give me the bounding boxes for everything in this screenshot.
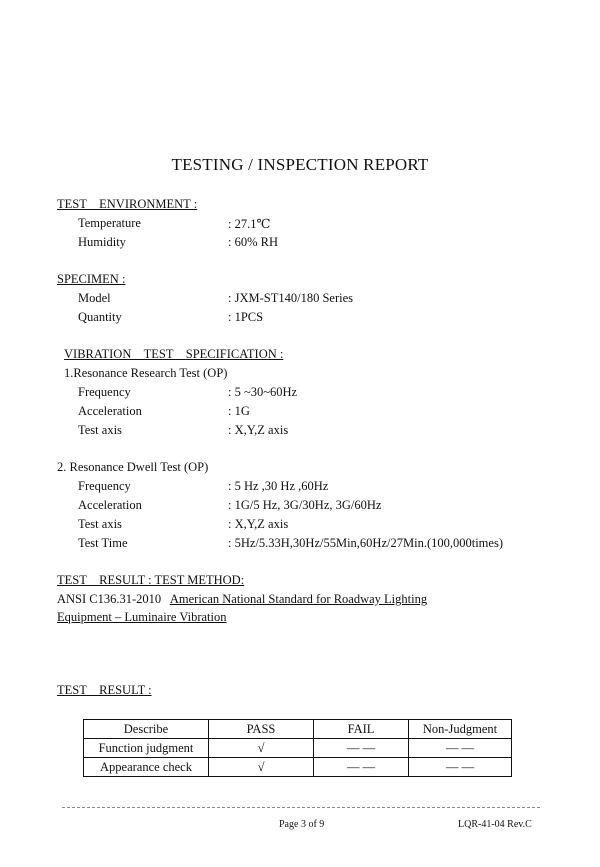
table-cell-pass: √	[209, 739, 314, 758]
specimen-heading: SPECIMEN :	[57, 272, 126, 286]
table-cell-non-judgment: — —	[409, 758, 512, 777]
test1-frequency-value: : 5 ~30~60Hz	[228, 385, 298, 399]
test1-frequency-label: Frequency	[78, 385, 131, 399]
specimen-row-quantity	[78, 310, 598, 328]
table-cell-describe: Appearance check	[84, 758, 209, 777]
test2-row-frequency	[78, 479, 598, 497]
model-label: Model	[78, 291, 111, 305]
test1-row-frequency	[78, 385, 598, 403]
test1-axis-value: : X,Y,Z axis	[228, 423, 289, 437]
test2-row-time	[78, 536, 598, 554]
test1-acceleration-label: Acceleration	[78, 404, 142, 418]
table-row	[84, 739, 512, 758]
footer-divider	[62, 807, 540, 808]
table-cell-pass: √	[209, 758, 314, 777]
document-code: LQR-41-04 Rev.C	[458, 819, 532, 830]
table-header-describe: Describe	[84, 720, 209, 739]
table-header-non-judgment: Non-Judgment	[409, 720, 512, 739]
table-row	[84, 758, 512, 777]
table-cell-describe: Function judgment	[84, 739, 209, 758]
page-number: Page 3 of 9	[279, 819, 325, 830]
table-cell-fail: — —	[314, 758, 409, 777]
humidity-label: Humidity	[78, 235, 126, 249]
test2-acceleration-value: : 1G/5 Hz, 3G/30Hz, 3G/60Hz	[228, 498, 382, 512]
temperature-value: : 27.1℃	[228, 217, 271, 231]
table-header-row	[84, 720, 512, 739]
test2-title: 2. Resonance Dwell Test (OP)	[57, 460, 209, 474]
method-heading: TEST RESULT : TEST METHOD:	[57, 573, 245, 587]
standard-title-2: Equipment – Luminaire Vibration	[57, 610, 227, 624]
specimen-row-model	[78, 291, 598, 309]
test2-time-label: Test Time	[78, 536, 128, 550]
environment-row-humidity	[78, 235, 598, 253]
test1-axis-label: Test axis	[78, 423, 122, 437]
environment-heading: TEST ENVIRONMENT :	[57, 197, 198, 211]
test1-row-acceleration	[78, 404, 598, 422]
test2-row-axis	[78, 517, 598, 535]
quantity-value: : 1PCS	[228, 310, 264, 324]
test2-row-acceleration	[78, 498, 598, 516]
quantity-label: Quantity	[78, 310, 122, 324]
environment-row-temperature	[78, 216, 598, 234]
standard-code: ANSI C136.31-2010	[57, 592, 162, 606]
standard-line-1	[57, 592, 427, 607]
result-heading: TEST RESULT :	[57, 683, 152, 697]
humidity-value: : 60% RH	[228, 235, 278, 249]
test2-acceleration-label: Acceleration	[78, 498, 142, 512]
table-cell-fail: — —	[314, 739, 409, 758]
test2-time-value: : 5Hz/5.33H,30Hz/55Min,60Hz/27Min.(100,000times)	[228, 536, 503, 550]
test2-axis-label: Test axis	[78, 517, 122, 531]
standard-title-1: American National Standard for Roadway Lighting	[169, 592, 428, 606]
test2-axis-value: : X,Y,Z axis	[228, 517, 289, 531]
result-table	[83, 719, 512, 777]
table-header-fail: FAIL	[314, 720, 409, 739]
test2-frequency-label: Frequency	[78, 479, 131, 493]
test1-title: 1.Resonance Research Test (OP)	[64, 366, 228, 380]
table-header-pass: PASS	[209, 720, 314, 739]
table-cell-non-judgment: — —	[409, 739, 512, 758]
test2-frequency-value: : 5 Hz ,30 Hz ,60Hz	[228, 479, 329, 493]
report-title: TESTING / INSPECTION REPORT	[171, 155, 429, 174]
temperature-label: Temperature	[78, 216, 141, 230]
model-value: : JXM-ST140/180 Series	[228, 291, 353, 305]
test1-acceleration-value: : 1G	[228, 404, 250, 418]
vibration-heading: VIBRATION TEST SPECIFICATION :	[64, 347, 284, 361]
test1-row-axis	[78, 423, 598, 441]
